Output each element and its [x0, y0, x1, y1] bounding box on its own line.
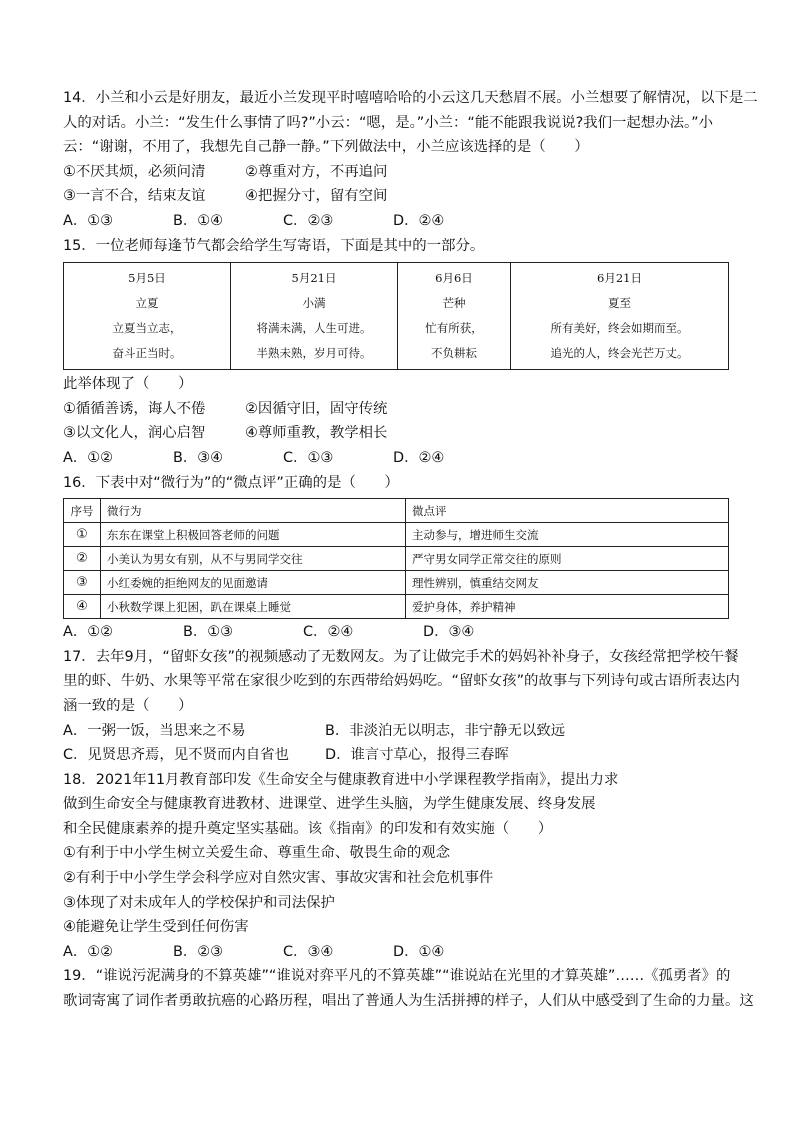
- statement-row: [63, 421, 731, 446]
- term-date: 6月6日: [435, 271, 473, 286]
- term-name: 立夏: [135, 296, 159, 311]
- question-stem-line: 人的对话。小兰：“发生什么事情了吗?”小云：“嗯，是。”小兰：“能不能跟我说说?我们一起想办法。”小: [63, 114, 714, 131]
- option-c: C．②③: [283, 212, 334, 229]
- solar-term-table: [63, 262, 729, 370]
- solar-term-cell: [64, 263, 231, 370]
- solar-term-cell: [398, 263, 511, 370]
- question-stem-line: 14．小兰和小云是好朋友，最近小兰发现平时嘻嘻哈哈的小云这几天愁眉不展。小兰想要了解情况，以下是二: [63, 90, 758, 106]
- statement-item: ④把握分寸，留有空间: [245, 188, 388, 205]
- behavior-table: [63, 498, 729, 619]
- behavior-cell: 小美认为男女有别，从不与男同学交往: [101, 547, 406, 571]
- comment-cell: 主动参与，增进师生交流: [406, 523, 729, 547]
- statement-item: ②有利于中小学生学会科学应对自然灾害、事故灾害和社会危机事件: [63, 870, 494, 887]
- answer-options: [63, 719, 731, 744]
- row-number: ①: [64, 523, 101, 547]
- question-stem-line: 做到生命安全与健康教育进教材、进课堂、进学生头脑，为学生健康发展、终身发展: [63, 796, 596, 813]
- term-message: 奋斗正当时。: [112, 346, 182, 361]
- solar-term-cell: [231, 263, 398, 370]
- statement-item: ③以文化人，润心启智: [63, 425, 206, 442]
- statement-row: [63, 397, 731, 422]
- term-name: 芒种: [442, 296, 466, 311]
- option-d: D．②④: [393, 449, 445, 466]
- exam-page: [63, 86, 758, 1014]
- term-date: 6月21日: [597, 271, 642, 286]
- term-date: 5月21日: [291, 271, 337, 286]
- option-d: D．③④: [423, 624, 475, 641]
- question-stem: 15．一位老师每逢节气都会给学生写寄语，下面是其中的一部分。: [63, 237, 485, 254]
- option-a: A．①②: [63, 624, 114, 641]
- question-stem-line: 和全民健康素养的提升奠定坚实基础。该《指南》的印发和有效实施（ ）: [63, 820, 553, 837]
- term-date: 5月5日: [128, 271, 166, 286]
- table-row: [64, 571, 729, 595]
- option-a: A．①③: [63, 212, 114, 229]
- statement-item: ④能避免让学生受到任何伤害: [63, 919, 249, 936]
- option-d: D．②④: [393, 212, 445, 229]
- statement-item: ③体现了对未成年人的学校保护和司法保护: [63, 894, 335, 911]
- option-a: A．①②: [63, 943, 114, 960]
- question-stem-line: 19．“谁说污泥满身的不算英雄”“谁说对弈平凡的不算英雄”“谁说站在光里的才算英雄”……《孤勇者》的: [63, 968, 731, 985]
- header-cell: 微行为: [101, 499, 406, 523]
- option-b: B．非淡泊无以明志，非宁静无以致远: [325, 722, 566, 739]
- question-stem-line: 里的虾、牛奶、水果等平常在家很少吃到的东西带给妈妈吃。“留虾女孩”的故事与下列诗句或古语所表达内: [63, 673, 740, 690]
- term-message: 半熟未熟，岁月可待。: [256, 346, 372, 361]
- question-17: [63, 645, 740, 768]
- header-cell: 序号: [64, 499, 101, 523]
- answer-options: [63, 940, 731, 965]
- option-c: C．②④: [303, 624, 354, 641]
- table-header-row: [64, 499, 729, 523]
- header-cell: 微点评: [406, 499, 729, 523]
- statement-row: [63, 160, 731, 185]
- answer-options: [63, 209, 731, 234]
- row-number: ②: [64, 547, 101, 571]
- term-message: 所有美好，终会如期而至。: [550, 321, 689, 336]
- term-message: 不负耕耘: [431, 346, 477, 361]
- answer-options: [63, 446, 731, 471]
- option-c: C．①③: [283, 449, 334, 466]
- option-d: D．谁言寸草心，报得三春晖: [325, 747, 509, 764]
- statement-item: ①不厌其烦，必须问清: [63, 163, 206, 180]
- table-row: [64, 523, 729, 547]
- statement-item: ①循循善诱，诲人不倦: [63, 400, 206, 417]
- solar-term-cell: [511, 263, 729, 370]
- term-message: 立夏当立志，: [112, 321, 182, 336]
- row-number: ④: [64, 595, 101, 619]
- question-stem-line: 18．2021年11月教育部印发《生命安全与健康教育进中小学课程教学指南》，提出力求: [63, 771, 619, 788]
- term-name: 小满: [302, 296, 326, 311]
- table-row: [64, 547, 729, 571]
- question-stem-line: 云：“谢谢，不用了，我想先自己静一静。”下列做法中，小兰应该选择的是（ ）: [63, 139, 589, 156]
- option-b: B．③④: [173, 449, 224, 466]
- statement-row: [63, 184, 731, 209]
- statement-item: ①有利于中小学生树立关爱生命、尊重生命、敬畏生命的观念: [63, 845, 451, 862]
- option-b: B．①④: [173, 212, 224, 229]
- option-b: B．①③: [183, 624, 234, 641]
- question-stem-line: 17．去年9月，“留虾女孩”的视频感动了无数网友。为了让做完手术的妈妈补补身子，女孩经常把学校午餐: [63, 648, 739, 665]
- option-c: C．③④: [283, 943, 334, 960]
- row-number: ③: [64, 571, 101, 595]
- behavior-cell: 小红委婉的拒绝网友的见面邀请: [101, 571, 406, 595]
- term-message: 追光的人，终会光芒万丈。: [550, 346, 689, 361]
- term-message: 将满未满，人生可进。: [256, 321, 372, 336]
- question-14: [63, 86, 758, 234]
- table-row: [64, 595, 729, 619]
- statement-item: ③一言不合，结束友谊: [63, 188, 206, 205]
- question-15: [63, 234, 731, 471]
- comment-cell: 理性辨别，慎重结交网友: [406, 571, 729, 595]
- question-stem-line: 涵一致的是（ ）: [63, 697, 193, 714]
- term-name: 夏至: [608, 296, 631, 311]
- question-stem-line: 歌词寄寓了词作者勇敢抗癌的心路历程，唱出了普通人为生活拼搏的样子，人们从中感受到了生命的力量。这: [63, 993, 754, 1010]
- behavior-cell: 东东在课堂上积极回答老师的问题: [101, 523, 406, 547]
- statement-item: ④尊师重教，教学相长: [245, 425, 388, 442]
- behavior-cell: 小秋数学课上犯困，趴在课桌上睡觉: [101, 595, 406, 619]
- option-b: B．②③: [173, 943, 224, 960]
- question-19: [63, 964, 754, 1013]
- answer-options: [63, 743, 731, 768]
- answer-options: [63, 620, 731, 645]
- term-message: 忙有所获，: [425, 321, 483, 336]
- question-16: [63, 471, 731, 645]
- comment-cell: 严守男女同学正常交往的原则: [406, 547, 729, 571]
- option-a: A．①②: [63, 449, 114, 466]
- question-prompt: 此举体现了（ ）: [63, 376, 193, 393]
- option-a: A．一粥一饭，当思来之不易: [63, 722, 246, 739]
- question-stem: 16．下表中对“微行为”的“微点评”正确的是（ ）: [63, 474, 399, 491]
- option-d: D．①④: [393, 943, 445, 960]
- statement-item: ②尊重对方，不再追问: [245, 163, 388, 180]
- comment-cell: 爱护身体，养护精神: [406, 595, 729, 619]
- question-18: [63, 768, 731, 965]
- option-c: C．见贤思齐焉，见不贤而内自省也: [63, 747, 289, 764]
- statement-item: ②因循守旧，固守传统: [245, 400, 388, 417]
